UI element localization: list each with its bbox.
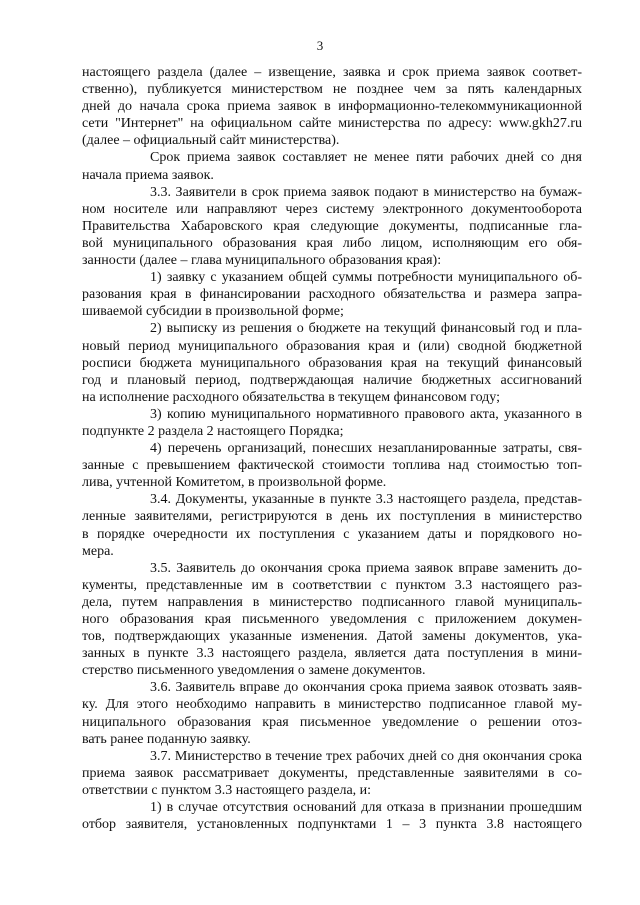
- document-body: [82, 64, 582, 833]
- text-line: Срок приема заявок составляет не менее пяти рабочих дней со дня: [150, 150, 582, 166]
- text-line: вать ранее поданную заявку.: [82, 731, 251, 747]
- paragraph: [82, 64, 582, 149]
- text-line: в порядке очередности их поступления с указанием даты и порядкового но-: [82, 526, 582, 542]
- text-line: ниципального образования края письменное уведомление о решении отоз-: [82, 714, 582, 730]
- text-line: шиваемой субсидии в произвольной форме;: [82, 304, 344, 320]
- text-line: приема заявок рассматривает документы, представленные заявителями в со-: [82, 765, 582, 781]
- text-line: занных в пункте 3.3 настоящего раздела, является дата поступления в мини-: [82, 646, 582, 662]
- text-line: занные с превышением фактической стоимости топлива над стоимостью топ-: [82, 458, 582, 474]
- text-line: ном носителе или направляют через систему электронного документооборота: [82, 201, 582, 217]
- text-line: подпункте 2 раздела 2 настоящего Порядка;: [82, 423, 344, 439]
- text-line: 2) выписку из решения о бюджете на текущий финансовый год и пла-: [150, 321, 582, 337]
- paragraph: [82, 491, 582, 559]
- text-line: 1) заявку с указанием общей суммы потребности муниципального об-: [150, 270, 582, 286]
- paragraph: [82, 799, 582, 833]
- paragraph: [82, 149, 582, 183]
- paragraph: [82, 320, 582, 405]
- paragraph: [82, 184, 582, 269]
- text-line: 3) копию муниципального нормативного правового акта, указанного в: [150, 406, 582, 422]
- text-line: новый период муниципального образования края и (или) сводной бюджетной: [82, 338, 582, 354]
- text-line: настоящего раздела (далее – извещение, заявка и срок приема заявок соответ-: [82, 65, 582, 80]
- paragraph: [82, 269, 582, 320]
- text-line: лива, учтенной Комитетом, в произвольной форме.: [82, 475, 387, 491]
- text-line: дней до начала срока приема заявок в информационно-телекоммуникационной: [82, 99, 582, 115]
- text-line: дела, путем направления в министерство подписанного главой муниципаль-: [82, 594, 582, 610]
- paragraph: [82, 748, 582, 799]
- text-line: 1) в случае отсутствия оснований для отказа в признании прошедшим: [150, 800, 582, 816]
- text-line: 3.5. Заявитель до окончания срока приема заявок вправе заменить до-: [150, 560, 582, 576]
- text-line: стерство письменного уведомления о замене документов.: [82, 663, 426, 679]
- text-line: мера.: [82, 543, 114, 559]
- text-line: начала приема заявок.: [82, 167, 214, 183]
- text-line: разования края в финансировании расходного обязательства и размера запра-: [82, 287, 582, 303]
- text-line: ственно), публикуется министерством не позднее чем за пять календарных: [82, 82, 582, 98]
- text-line: вой муниципального образования края либо лицом, исполняющим его обя-: [82, 235, 582, 251]
- text-line: ответствии с пунктом 3.3 настоящего раздела, и:: [82, 782, 372, 798]
- text-line: сети "Интернет" на официальном сайте министерства по адресу: www.gkh27.ru: [82, 116, 582, 132]
- paragraph: [82, 406, 582, 440]
- text-line: Правительства Хабаровского края следующие документы, подписанные гла-: [82, 218, 582, 234]
- paragraph: [82, 440, 582, 491]
- text-line: ленные заявителями, регистрируются в день их поступления в министерство: [82, 509, 582, 525]
- paragraph: [82, 560, 582, 680]
- paragraph: [82, 679, 582, 747]
- text-line: кументы, представленные им в соответствии с пунктом 3.3 настоящего раз-: [82, 577, 582, 593]
- text-line: тов, подтверждающих указанные изменения. Датой замены документов, ука-: [82, 629, 582, 645]
- text-line: занности (далее – глава муниципального образования края):: [82, 253, 442, 269]
- text-line: 3.6. Заявитель вправе до окончания срока приема заявок отозвать заяв-: [150, 680, 582, 696]
- text-line: на исполнение расходного обязательства в текущем финансовом году;: [82, 389, 500, 405]
- text-line: 3.3. Заявители в срок приема заявок подают в министерство на бумаж-: [150, 184, 582, 200]
- text-line: ного образования края письменного уведомления с приложением докумен-: [82, 612, 582, 627]
- text-line: ку. Для этого необходимо направить в министерство подписанное главой му-: [82, 697, 582, 713]
- page-number: 3: [316, 38, 324, 53]
- text-line: 3.4. Документы, указанные в пункте 3.3 настоящего раздела, представ-: [150, 492, 582, 508]
- text-line: 3.7. Министерство в течение трех рабочих дней со дня окончания срока: [150, 748, 582, 764]
- text-line: отбор заявителя, установленных подпунктами 1 – 3 пункта 3.8 настоящего: [82, 817, 582, 833]
- text-line: росписи бюджета муниципального образования края на текущий финансовый: [82, 355, 582, 371]
- text-line: 4) перечень организаций, понесших незапланированные затраты, свя-: [150, 441, 582, 457]
- text-line: (далее – официальный сайт министерства).: [82, 133, 340, 149]
- text-line: год и плановый период, подтверждающая наличие бюджетных ассигнований: [82, 372, 582, 388]
